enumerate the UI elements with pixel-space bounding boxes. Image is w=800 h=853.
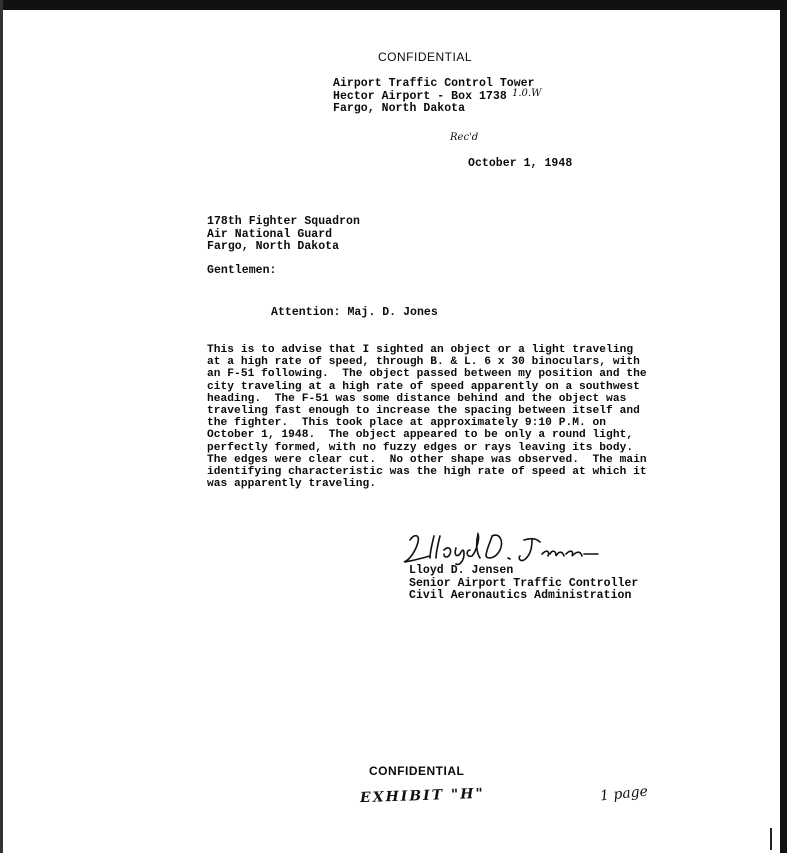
confidential-stamp-top: CONFIDENTIAL: [378, 50, 473, 64]
scan-edge-mark: [770, 828, 772, 850]
body-line: was apparently traveling.: [207, 478, 377, 491]
body-line: This is to advise that I sighted an object or a light traveling: [207, 344, 634, 356]
confidential-stamp-bottom: CONFIDENTIAL: [369, 764, 465, 778]
addressee-line-2: Air National Guard: [207, 227, 333, 241]
body-line: traveling fast enough to increase the spacing between itself and: [207, 405, 640, 418]
body-line: heading. The F-51 was some distance behind and the object was: [207, 392, 627, 405]
signature-text: Lloyd D. Jensen: [400, 528, 410, 529]
addressee-block: [207, 216, 360, 254]
scan-border-left: [0, 0, 3, 853]
attention-line: Attention: Maj. D. Jones: [271, 306, 438, 319]
addressee-line-3: Fargo, North Dakota: [207, 240, 340, 254]
body-line: October 1, 1948. The object appeared to be only a round light,: [207, 429, 634, 442]
body-line: city traveling at a high rate of speed apparently on a southwest: [207, 380, 640, 393]
letter-date: October 1, 1948: [468, 157, 573, 170]
signer-title: Senior Airport Traffic Controller: [409, 576, 639, 590]
scan-border-right: [780, 0, 787, 853]
handwritten-exhibit-label: EXHIBIT "H": [359, 785, 486, 807]
body-line: at a high rate of speed, through B. & L. 6 x 30 binoculars, with: [207, 356, 640, 369]
signer-block: [409, 565, 638, 603]
handwritten-page-count: 1 page: [599, 783, 649, 805]
signer-name: Lloyd D. Jensen: [409, 564, 514, 577]
scan-border-top: [0, 0, 785, 10]
signer-agency: Civil Aeronautics Administration: [409, 589, 632, 603]
letterhead-line-1: Airport Traffic Control Tower: [333, 77, 535, 90]
body-line: the fighter. This took place at approximately 9:10 P.M. on: [207, 417, 607, 430]
body-line: an F-51 following. The object passed between my position and the: [207, 368, 647, 381]
handwritten-signature: [400, 528, 605, 568]
letterhead: [333, 78, 535, 116]
letterhead-line-3: Fargo, North Dakota: [333, 102, 466, 116]
body-line: identifying characteristic was the high rate of speed at which it: [207, 466, 647, 479]
body-line: The edges were clear cut. No other shape was observed. The main: [207, 453, 647, 466]
handwritten-note-top: 1.0.W: [512, 88, 542, 99]
letter-body: [207, 344, 647, 490]
body-line: perfectly formed, with no fuzzy edges or rays leaving its body.: [207, 441, 634, 454]
salutation: Gentlemen:: [207, 264, 277, 277]
letterhead-line-2: Hector Airport - Box 1738: [333, 89, 507, 103]
handwritten-note-received: Rec'd: [450, 132, 479, 143]
addressee-line-1: 178th Fighter Squadron: [207, 215, 360, 228]
